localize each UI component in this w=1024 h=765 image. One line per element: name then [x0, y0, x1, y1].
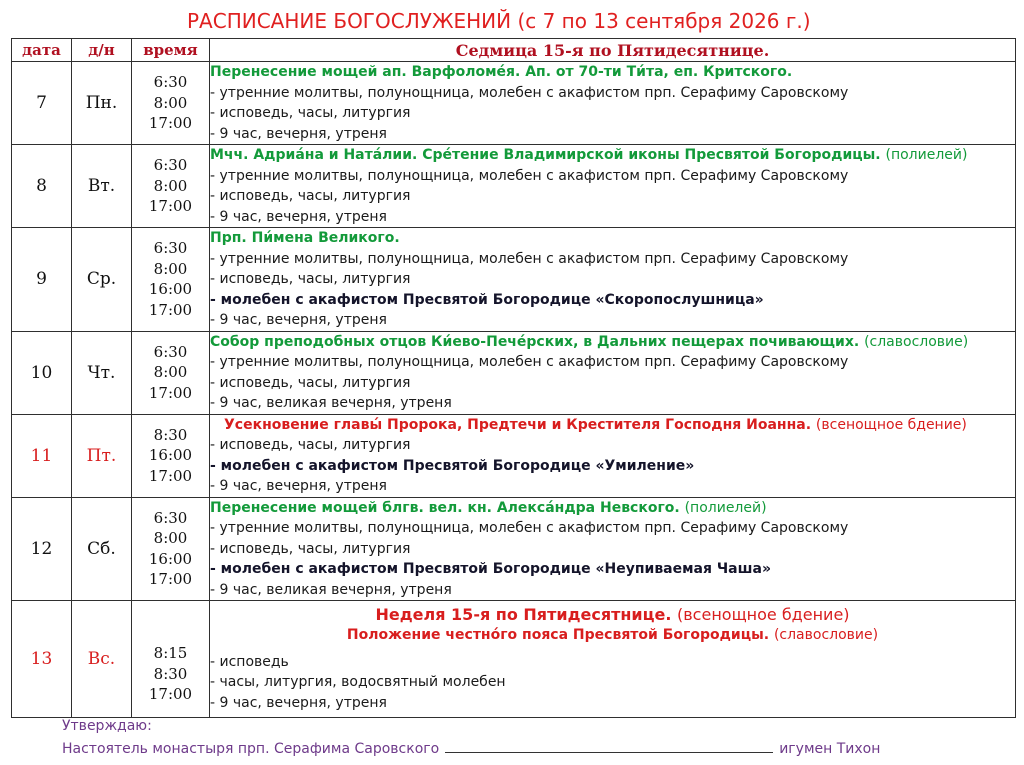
service-time: 17:00 [148, 466, 193, 485]
service-time: 8:00 [153, 93, 188, 112]
day-times [132, 414, 210, 497]
day-times [132, 62, 210, 145]
service-time: 16:00 [148, 280, 193, 299]
service-line: - 9 час, вечерня, утреня [210, 478, 387, 494]
day-date: 9 [12, 228, 72, 332]
service-time: 6:30 [153, 342, 188, 361]
day-date: 8 [12, 145, 72, 228]
day-date: 11 [12, 414, 72, 497]
header-week: Седмица 15-я по Пятидесятнице. [210, 39, 1016, 62]
service-time: 8:30 [153, 664, 188, 683]
service-time: 8:30 [153, 425, 188, 444]
service-line: - исповедь, часы, литургия [210, 188, 411, 204]
service-time: 6:30 [153, 239, 188, 258]
service-line: - утренние молитвы, полунощница, молебен с акафистом прп. Серафиму Саровскому [210, 167, 849, 184]
service-time: 17:00 [148, 114, 193, 133]
service-line: - молебен с акафистом Пресвятой Богородице «Неупиваемая Чаша» [210, 561, 771, 577]
day-description [210, 331, 1016, 414]
table-row [12, 145, 1016, 228]
day-date: 7 [12, 62, 72, 145]
feast-title: Усекновение главы́ Пророка, Предтечи и Крестителя Господня Иоанна. (всенощное бдение) [224, 416, 967, 433]
table-header [12, 39, 1016, 62]
service-line: - утренние молитвы, полунощница, молебен с акафистом прп. Серафиму Саровскому [210, 84, 849, 101]
service-time: 6:30 [153, 156, 188, 175]
signer-name: игумен Тихон [779, 741, 881, 757]
service-time: 6:30 [153, 73, 188, 92]
service-time: 17:00 [148, 685, 193, 704]
service-line: - 9 час, вечерня, утреня [210, 208, 387, 225]
table-row [12, 331, 1016, 414]
feast-title: Перенесение мощей ап. Варфоломе́я. Ап. от 70-ти Ти́та, еп. Критского. [210, 64, 793, 80]
feast-rank: (полиелей) [885, 147, 968, 163]
service-line: - исповедь, часы, литургия [210, 374, 411, 391]
day-weekday: Сб. [72, 497, 132, 601]
service-line: - исповедь, часы, литургия [210, 437, 411, 453]
day-date: 12 [12, 497, 72, 601]
service-time: 16:00 [148, 446, 193, 465]
feast-title: Собор преподобных отцов Ки́ево-Пече́рских, в Дальних пещерах почивающих. (славословие) [210, 333, 969, 350]
approval-label: Утверждаю: [62, 718, 152, 734]
table-row [12, 601, 1016, 718]
signature-blank [445, 740, 773, 753]
service-time: 8:00 [153, 363, 188, 382]
feast-rank: (славословие) [864, 333, 969, 350]
service-line: - молебен с акафистом Пресвятой Богородице «Умиление» [210, 457, 695, 474]
day-weekday: Вт. [72, 145, 132, 228]
signer-title: Настоятель монастыря прп. Серафима Саровского [62, 741, 440, 757]
service-line: - исповедь, часы, литургия [210, 540, 411, 557]
service-line: - утренние молитвы, полунощница, молебен с акафистом прп. Серафиму Саровскому [210, 520, 849, 536]
service-time: 8:00 [153, 529, 188, 548]
day-times [132, 601, 210, 718]
feast-rank: (всенощное бдение) [677, 604, 850, 624]
service-line: - исповедь, часы, литургия [210, 105, 411, 121]
feast-title: Прп. Пи́мена Великого. [210, 230, 400, 246]
table-row [12, 228, 1016, 332]
signature-line [62, 740, 880, 757]
service-time: 16:00 [148, 549, 193, 568]
service-time: 8:15 [153, 644, 188, 663]
day-times [132, 228, 210, 332]
day-weekday: Пт. [72, 414, 132, 497]
service-line: - 9 час, великая вечерня, утреня [210, 581, 452, 598]
day-description [210, 497, 1016, 601]
service-line: - исповедь [210, 653, 289, 670]
service-line: - 9 час, вечерня, утреня [210, 694, 387, 711]
table-row [12, 497, 1016, 601]
day-date: 10 [12, 331, 72, 414]
feast-rank: (всенощное бдение) [815, 416, 967, 433]
service-time: 17:00 [148, 300, 193, 319]
feast-rank: (полиелей) [684, 499, 767, 516]
day-weekday: Чт. [72, 331, 132, 414]
service-line: - 9 час, вечерня, утреня [210, 312, 387, 328]
day-description [210, 601, 1016, 718]
service-line: - утренние молитвы, полунощница, молебен с акафистом прп. Серафиму Саровскому [210, 250, 849, 267]
service-line: - молебен с акафистом Пресвятой Богородице «Скоропослушница» [210, 291, 764, 308]
day-times [132, 497, 210, 601]
day-weekday: Вс. [72, 601, 132, 718]
day-description [210, 145, 1016, 228]
day-times [132, 145, 210, 228]
feast-title: Неделя 15-я по Пятидесятнице. (всенощное бдение) [375, 604, 850, 624]
page-title: РАСПИСАНИЕ БОГОСЛУЖЕНИЙ (с 7 по 13 сентября 2026 г.) [187, 9, 811, 33]
feast-title: Мчч. Адриа́на и Ната́лии. Сре́тение Владимирской иконы Пресвятой Богородицы. (полиелей) [210, 147, 968, 163]
header-time: время [132, 39, 210, 62]
day-weekday: Ср. [72, 228, 132, 332]
day-times [132, 331, 210, 414]
service-line: - часы, литургия, водосвятный молебен [210, 674, 506, 691]
header-dow: д/н [72, 39, 132, 62]
header-date: дата [12, 39, 72, 62]
table-row [12, 62, 1016, 145]
day-description [210, 414, 1016, 497]
service-time: 17:00 [148, 197, 193, 216]
service-line: - исповедь, часы, литургия [210, 271, 411, 287]
feast-subtitle: Положение честно́го пояса Пресвятой Богородицы. (славословие) [346, 627, 879, 644]
service-line: - 9 час, великая вечерня, утреня [210, 395, 452, 411]
service-line: - утренние молитвы, полунощница, молебен с акафистом прп. Серафиму Саровскому [210, 354, 849, 370]
feast-rank: (славословие) [773, 627, 879, 644]
day-description [210, 228, 1016, 332]
service-time: 17:00 [148, 570, 193, 589]
service-time: 17:00 [148, 383, 193, 402]
day-weekday: Пн. [72, 62, 132, 145]
table-row [12, 414, 1016, 497]
service-time: 6:30 [153, 508, 188, 527]
day-description [210, 62, 1016, 145]
schedule-table [11, 38, 1016, 718]
service-line: - 9 час, вечерня, утреня [210, 125, 387, 142]
service-time: 8:00 [153, 259, 188, 278]
day-date: 13 [12, 601, 72, 718]
feast-title: Перенесение мощей блгв. вел. кн. Алекса́ндра Невского. (полиелей) [210, 499, 767, 516]
service-time: 8:00 [153, 176, 188, 195]
